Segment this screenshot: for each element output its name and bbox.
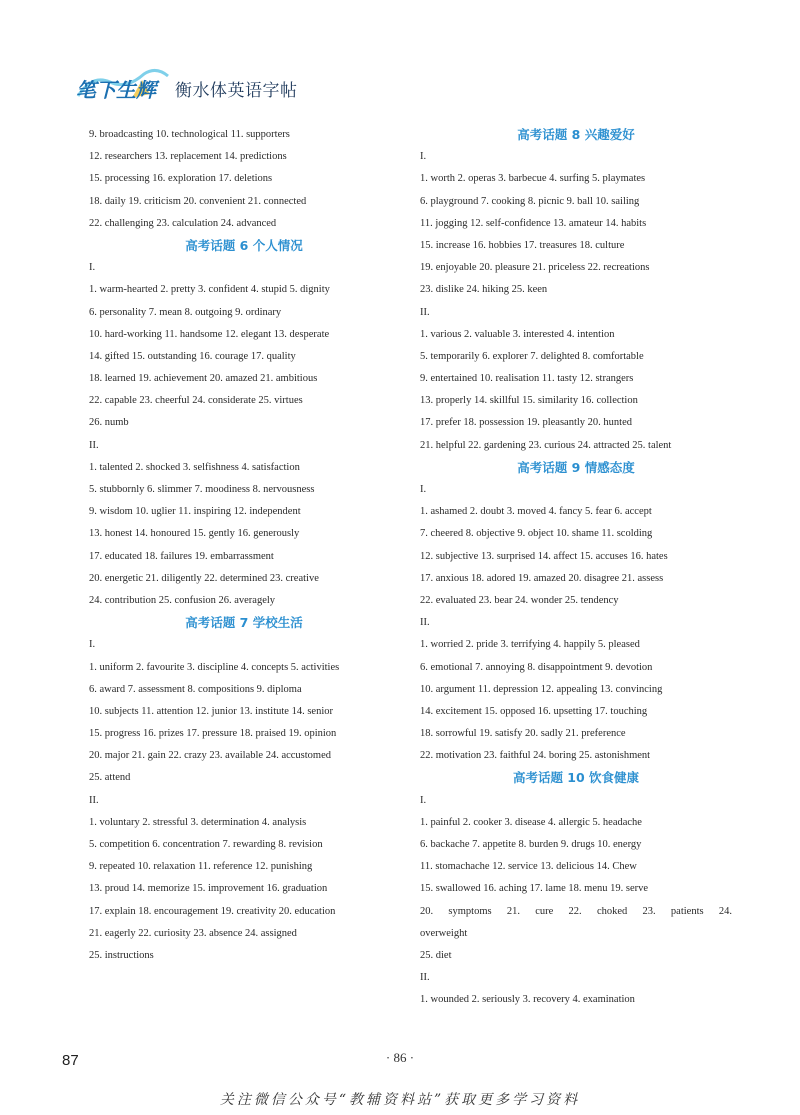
answer-line: 20. symptoms 21. cure 22. choked 23. patients 24. — [420, 905, 732, 917]
answer-line: 12. subjective 13. surprised 14. affect 15. accuses 16. hates — [420, 550, 668, 562]
answer-line: 1. worth 2. operas 3. barbecue 4. surfing 5. playmates — [420, 173, 646, 185]
answer-line: overweight — [420, 927, 468, 939]
answer-line: 15. processing 16. exploration 17. deletions — [89, 173, 273, 185]
answer-line: 18. daily 19. criticism 20. convenient 21. connected — [89, 195, 307, 207]
answer-line: 6. personality 7. mean 8. outgoing 9. ordinary — [89, 306, 282, 318]
left-answer-column — [89, 124, 399, 967]
answer-line: 25. diet — [420, 949, 452, 961]
answer-line: 19. enjoyable 20. pleasure 21. priceless 22. recreations — [420, 262, 650, 274]
answer-line: 13. proud 14. memorize 15. improvement 16. graduation — [89, 883, 328, 895]
answer-line: 6. backache 7. appetite 8. burden 9. drugs 10. energy — [420, 839, 642, 850]
answer-line: II. — [420, 972, 430, 984]
answer-line: 11. stomachache 12. service 13. delicious 14. Chew — [420, 861, 637, 873]
answer-line: 9. broadcasting 10. technological 11. supporters — [89, 129, 290, 140]
answer-line: 10. hard-working 11. handsome 12. elegant 13. desperate — [89, 328, 330, 340]
answer-line: 1. talented 2. shocked 3. selfishness 4. satisfaction — [89, 461, 300, 473]
answer-line: 15. progress 16. prizes 17. pressure 18. praised 19. opinion — [89, 728, 337, 740]
topic-heading: 高考话题 8 兴趣爱好 — [517, 127, 635, 142]
answer-line: 23. dislike 24. hiking 25. keen — [420, 284, 548, 296]
answer-line: II. — [89, 794, 99, 806]
answer-line: 20. major 21. gain 22. crazy 23. available 24. accustomed — [89, 750, 332, 762]
answer-line: 1. worried 2. pride 3. terrifying 4. happily 5. pleased — [420, 639, 640, 651]
answer-line: II. — [420, 617, 430, 629]
answer-line: 7. cheered 8. objective 9. object 10. shame 11. scolding — [420, 528, 653, 540]
answer-line: 6. emotional 7. annoying 8. disappointment 9. devotion — [420, 661, 653, 673]
answer-line: 1. ashamed 2. doubt 3. moved 4. fancy 5. fear 6. accept — [420, 506, 652, 518]
answer-line: 11. jogging 12. self-confidence 13. amateur 14. habits — [420, 217, 647, 229]
answer-line: 5. stubbornly 6. slimmer 7. moodiness 8. nervousness — [89, 484, 315, 495]
answer-line: 24. contribution 25. confusion 26. averagely — [89, 594, 276, 606]
answer-line: 1. uniform 2. favourite 3. discipline 4. concepts 5. activities — [89, 661, 340, 673]
answer-line: 10. argument 11. depression 12. appealing 13. convincing — [420, 683, 663, 695]
answer-line: 1. wounded 2. seriously 3. recovery 4. examination — [420, 994, 635, 1006]
answer-line: 17. explain 18. encouragement 19. creativity 20. education — [89, 905, 336, 917]
answer-line: 13. honest 14. honoured 15. gently 16. generously — [89, 528, 300, 540]
answer-line: 25. instructions — [89, 949, 154, 961]
answer-line: 22. capable 23. cheerful 24. considerate 25. virtues — [89, 395, 303, 407]
right-answer-column — [420, 124, 732, 1012]
answer-line: II. — [89, 439, 99, 451]
answer-line: 25. attend — [89, 772, 131, 784]
answer-line: 13. properly 14. skillful 15. similarity 16. collection — [420, 395, 638, 407]
answer-line: 12. researchers 13. replacement 14. predictions — [89, 151, 287, 163]
answer-line: 15. increase 16. hobbies 17. treasures 18. culture — [420, 239, 625, 251]
answer-line: 9. repeated 10. relaxation 11. reference 12. punishing — [89, 861, 313, 873]
answer-line: 21. helpful 22. gardening 23. curious 24. attracted 25. talent — [420, 439, 672, 451]
answer-line: I. — [420, 484, 427, 495]
answer-line: 6. playground 7. cooking 8. picnic 9. ball 10. sailing — [420, 195, 640, 207]
answer-line: 18. sorrowful 19. satisfy 20. sadly 21. preference — [420, 728, 626, 740]
answer-line: 20. energetic 21. diligently 22. determined 23. creative — [89, 572, 319, 584]
answer-line: 10. subjects 11. attention 12. junior 13. institute 14. senior — [89, 705, 334, 717]
answer-line: 15. swallowed 16. aching 17. lame 18. menu 19. serve — [420, 883, 649, 895]
answer-line: 17. prefer 18. possession 19. pleasantly 20. hunted — [420, 417, 633, 429]
topic-heading: 高考话题 7 学校生活 — [185, 615, 303, 631]
answer-line: 22. challenging 23. calculation 24. advanced — [89, 217, 277, 229]
footer-note: 关注微信公众号“教辅资料站”获取更多学习资料 — [219, 1092, 581, 1108]
answer-line: 21. eagerly 22. curiosity 23. absence 24. assigned — [89, 927, 297, 939]
brand-logo-text: 笔下生辉 — [76, 78, 156, 102]
answer-line: 9. wisdom 10. uglier 11. inspiring 12. independent — [89, 506, 301, 518]
answer-line: 1. voluntary 2. stressful 3. determination 4. analysis — [89, 816, 307, 828]
topic-heading: 高考话题 9 情感态度 — [517, 459, 635, 475]
answer-line: 14. excitement 15. opposed 16. upsetting 17. touching — [420, 705, 648, 717]
answer-line: I. — [89, 639, 96, 651]
answer-line: 1. warm-hearted 2. pretty 3. confident 4. stupid 5. dignity — [89, 284, 330, 296]
topic-heading: 高考话题 10 饮食健康 — [512, 770, 640, 786]
answer-line: 1. various 2. valuable 3. interested 4. intention — [420, 328, 615, 340]
answer-line: 5. temporarily 6. explorer 7. delighted 8. comfortable — [420, 350, 644, 362]
answer-line: 6. award 7. assessment 8. compositions 9. diploma — [89, 683, 302, 695]
page-header — [72, 64, 392, 108]
page-number-left: 87 — [62, 1052, 79, 1069]
answer-line: 18. learned 19. achievement 20. amazed 21. ambitious — [89, 373, 318, 385]
answer-line: 22. evaluated 23. bear 24. wonder 25. tendency — [420, 594, 619, 606]
topic-heading: 高考话题 6 个人情况 — [185, 237, 303, 253]
answer-line: I. — [420, 794, 427, 806]
answer-line: 17. educated 18. failures 19. embarrassment — [89, 550, 274, 562]
answer-line: II. — [420, 306, 430, 318]
page-number-center: · 86 · — [385, 1050, 415, 1065]
answer-line: 14. gifted 15. outstanding 16. courage 17. quality — [89, 350, 296, 362]
answer-line: I. — [420, 151, 427, 163]
brand-logo — [72, 68, 172, 104]
answer-line: 5. competition 6. concentration 7. rewarding 8. revision — [89, 839, 323, 850]
answer-line: 22. motivation 23. faithful 24. boring 25. astonishment — [420, 750, 651, 762]
answer-line: 26. numb — [89, 417, 129, 429]
answer-line: 1. painful 2. cooker 3. disease 4. allergic 5. headache — [420, 816, 642, 828]
answer-line: 17. anxious 18. adored 19. amazed 20. disagree 21. assess — [420, 572, 664, 584]
answer-line: I. — [89, 262, 96, 274]
brand-title: 衡水体英语字帖 — [175, 81, 298, 101]
answer-line: 9. entertained 10. realisation 11. tasty 12. strangers — [420, 373, 634, 385]
